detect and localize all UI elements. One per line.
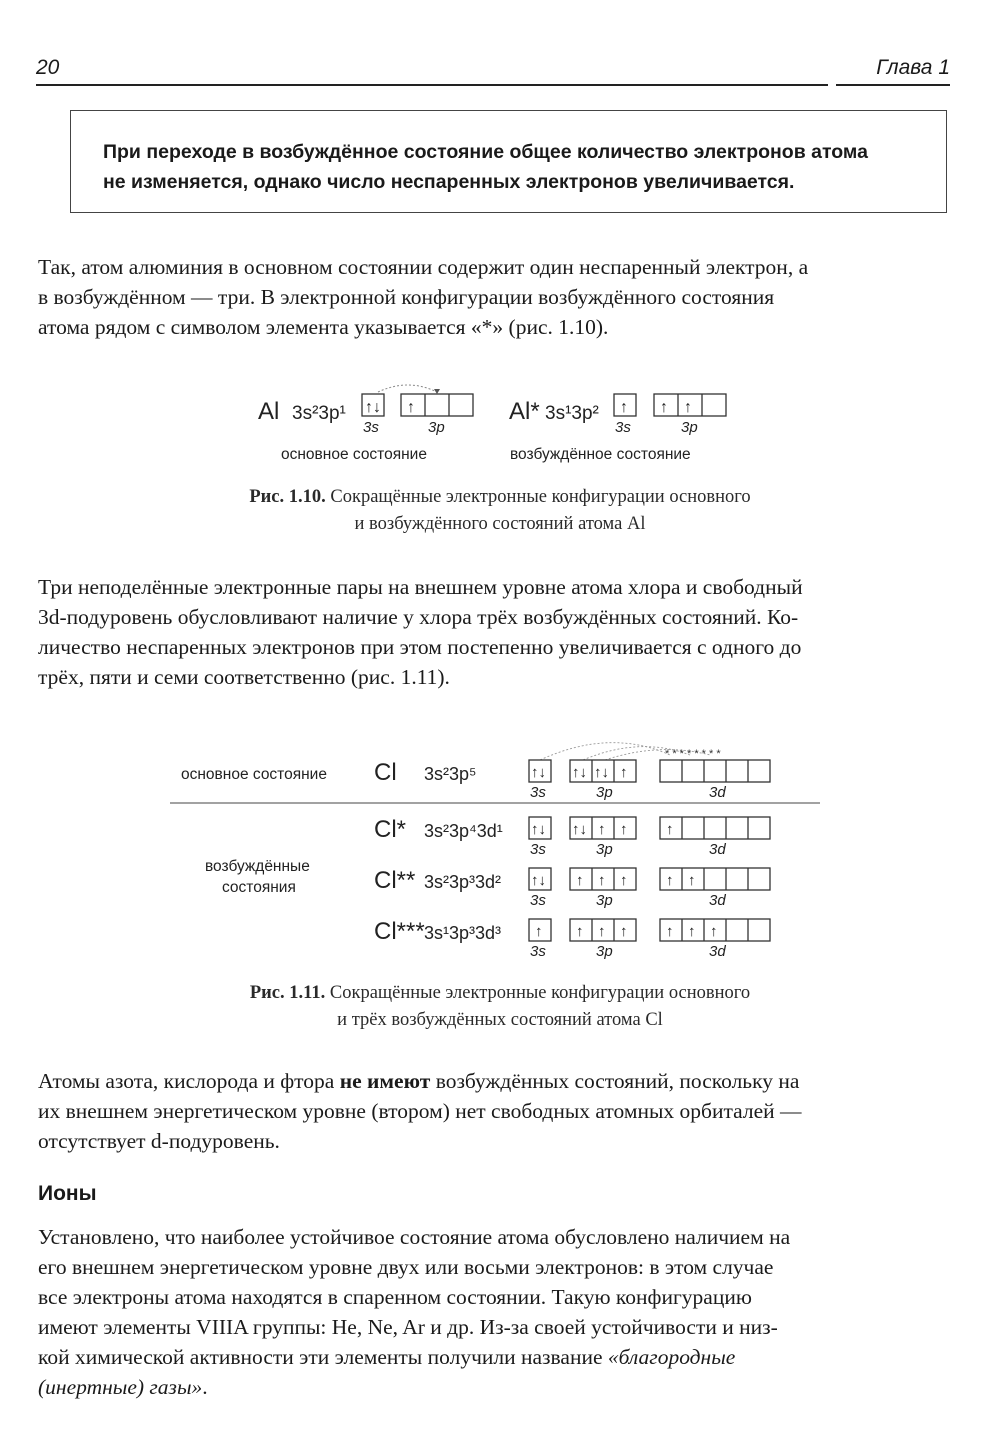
excited-state-label: возбуждённое состояние	[510, 446, 691, 463]
note-box	[70, 110, 947, 213]
paragraph-chlorine	[38, 572, 948, 692]
al-excited-symbol: Al*	[509, 398, 540, 425]
excited-states-label: возбуждённые	[205, 858, 310, 875]
text-line: в возбуждённом — три. В электронной конфигурации возбуждённого состояния	[38, 285, 775, 309]
electron-up: ↑	[620, 872, 628, 889]
text-line: все электроны атома находятся в спаренном состоянии. Такую конфигурацию	[38, 1285, 752, 1309]
text-line: атома рядом с символом элемента указывается «*» (рис. 1.10).	[38, 315, 609, 339]
text-line: его внешнем энергетическом уровне двух или восьми электронов: в этом случае	[38, 1255, 774, 1279]
caption-text: и трёх возбуждённых состояний атома Cl	[337, 1010, 663, 1030]
electron-up: ↑	[666, 872, 674, 889]
cl-symbol: Cl*	[374, 816, 407, 843]
ground-state-label: основное состояние	[181, 766, 327, 783]
text-line: имеют элементы VIIIA группы: He, Ne, Ar и др. Из-за своей устойчивости и низ-	[38, 1315, 778, 1339]
sublevel-3p-label: 3p	[596, 841, 613, 858]
running-head	[36, 56, 950, 88]
electron-up: ↑	[666, 923, 674, 940]
electron-pair: ↑↓	[531, 821, 546, 838]
text-line: отсутствует d-подуровень.	[38, 1129, 280, 1153]
sublevel-3d-label: 3d	[709, 784, 726, 801]
electron-up: ↑	[620, 764, 628, 781]
cl-symbol: Cl	[374, 759, 397, 786]
orbital-3d	[660, 868, 770, 890]
paragraph-ions	[38, 1222, 948, 1402]
electron-up: ↑	[688, 923, 696, 940]
al-ground-symbol: Al	[258, 398, 280, 425]
chlorine-rows	[374, 759, 770, 960]
electron-up: ↑	[620, 923, 628, 940]
note-line: При переходе в возбуждённое состояние общее количество электронов атома	[103, 141, 868, 163]
cl-symbol: Cl***	[374, 918, 425, 945]
paragraph-nitrogen	[38, 1066, 948, 1156]
sublevel-3s-label: 3s	[530, 943, 546, 960]
figure-1-11	[0, 740, 1000, 970]
figure-1-10-caption	[0, 484, 1000, 538]
page-number: 20	[36, 56, 60, 79]
cl-config: 3s²3p⁵	[424, 764, 477, 784]
caption-text: Сокращённые электронные конфигурации основного	[330, 487, 751, 507]
electron-up: ↑	[598, 872, 606, 889]
sublevel-3p-label: 3p	[681, 419, 698, 436]
italic-text: «благородные	[607, 1345, 736, 1369]
figure-1-11-caption	[0, 980, 1000, 1034]
sublevel-3s-label: 3s	[530, 892, 546, 909]
text-line: Так, атом алюминия в основном состоянии содержит один неспаренный электрон, а	[38, 255, 809, 279]
excitation-stars: * * * * * * * *	[665, 748, 721, 760]
bold-text: не имеют	[339, 1069, 431, 1093]
electron-up: ↑	[407, 399, 415, 416]
excitation-arrow	[378, 385, 437, 392]
electron-up: ↑	[576, 872, 584, 889]
header-rule-right	[836, 84, 950, 86]
cl-config: 3s²3p⁴3d¹	[424, 821, 503, 841]
electron-pair: ↑↓	[572, 821, 587, 838]
electron-pair: ↑↓	[594, 764, 609, 781]
sublevel-3s-label: 3s	[363, 419, 379, 436]
electron-up: ↑	[598, 821, 606, 838]
text-line: 3d-подуровень обусловливают наличие у хлора трёх возбуждённых состояний. Ко-	[38, 605, 799, 629]
sublevel-3p-label: 3p	[596, 892, 613, 909]
electron-pair: ↑↓	[365, 399, 381, 416]
sublevel-3p-label: 3p	[596, 943, 613, 960]
sublevel-3d-label: 3d	[709, 892, 726, 909]
sublevel-3p-label: 3p	[596, 784, 613, 801]
text-line: Установлено, что наиболее устойчивое состояние атома обусловлено наличием на	[38, 1225, 791, 1249]
text-line: их внешнем энергетическом уровне (втором) нет свободных атомных орбиталей —	[38, 1099, 802, 1123]
section-heading: Ионы	[38, 1182, 97, 1205]
cl-config: 3s¹3p³3d³	[424, 923, 502, 943]
ground-state-label: основное состояние	[281, 446, 427, 463]
electron-up: ↑	[710, 923, 718, 940]
al-ground-config: 3s²3p¹	[292, 403, 346, 424]
note-line: не изменяется, однако число неспаренных электронов увеличивается.	[103, 171, 795, 193]
electron-up: ↑	[688, 872, 696, 889]
sublevel-3s-label: 3s	[530, 784, 546, 801]
sublevel-3p-label: 3p	[428, 419, 445, 436]
al-excited-config: 3s¹3p²	[545, 403, 599, 424]
orbital-3d	[660, 760, 770, 782]
text-line: личество неспаренных электронов при этом постепенно увеличивается с одного до	[38, 635, 802, 659]
electron-up: ↑	[666, 821, 674, 838]
caption-text: и возбуждённого состояний атома Al	[354, 514, 646, 534]
electron-pair: ↑↓	[531, 872, 546, 889]
electron-up: ↑	[535, 923, 543, 940]
electron-pair: ↑↓	[531, 764, 546, 781]
electron-up: ↑	[576, 923, 584, 940]
figure-1-10	[0, 380, 1000, 475]
caption-text: Сокращённые электронные конфигурации основного	[329, 983, 751, 1003]
electron-pair: ↑↓	[572, 764, 587, 781]
sublevel-3d-label: 3d	[709, 841, 726, 858]
text-fragment: возбуждённых состояний, поскольку на	[430, 1069, 800, 1093]
caption-label: Рис. 1.10.	[249, 487, 326, 507]
chapter-title: Глава 1	[876, 56, 950, 79]
cl-config: 3s²3p³3d²	[424, 872, 502, 892]
text-line: Три неподелённые электронные пары на внешнем уровне атома хлора и свободный	[38, 575, 803, 599]
electron-up: ↑	[598, 923, 606, 940]
paragraph-aluminium	[38, 252, 948, 342]
text-fragment: Атомы азота, кислорода и фтора	[38, 1069, 340, 1093]
italic-text: (инертные) газы»	[38, 1375, 203, 1399]
orbital-3d	[660, 817, 770, 839]
electron-up: ↑	[684, 399, 692, 416]
electron-up: ↑	[620, 821, 628, 838]
electron-up: ↑	[620, 399, 628, 416]
header-rule	[36, 84, 828, 86]
sublevel-3d-label: 3d	[709, 943, 726, 960]
cl-symbol: Cl**	[374, 867, 416, 894]
excited-states-label: состояния	[222, 879, 296, 896]
sublevel-3s-label: 3s	[615, 419, 631, 436]
electron-up: ↑	[660, 399, 668, 416]
text-fragment: кой химической активности эти элементы получили название	[38, 1345, 608, 1369]
text-fragment: .	[202, 1375, 208, 1399]
text-line: трёх, пяти и семи соответственно (рис. 1.11).	[38, 665, 450, 689]
sublevel-3s-label: 3s	[530, 841, 546, 858]
caption-label: Рис. 1.11.	[249, 983, 326, 1003]
